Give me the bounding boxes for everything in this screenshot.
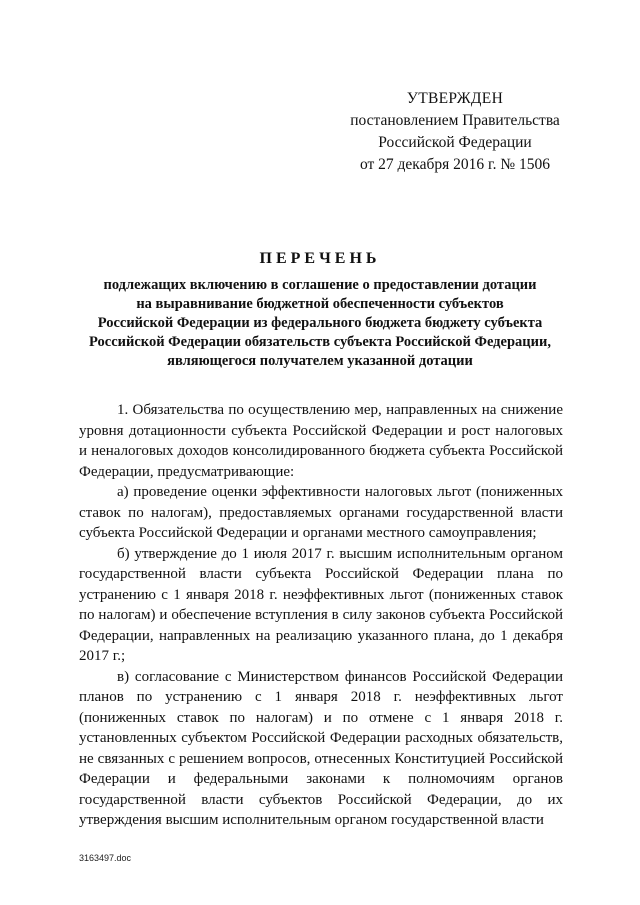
- subtitle-line: Российской Федерации обязательств субъекта Российской Федерации,: [89, 334, 551, 350]
- document-title: ПЕРЕЧЕНЬ: [259, 250, 381, 267]
- paragraph: 1. Обязательства по осуществлению мер, направленных на снижение уровня дотационности субъекта Российской Федерации и рост налоговых и неналоговых доходов консолидированного бюджета субъекта Российской Федерации, предусматривающие:: [79, 402, 563, 480]
- document-subtitle: [60, 276, 580, 371]
- approval-title: УТВЕРЖДЕН: [406, 90, 504, 107]
- approval-line: постановлением Правительства: [350, 112, 560, 129]
- subtitle-line: подлежащих включению в соглашение о предоставлении дотации: [103, 277, 537, 293]
- approval-block: [340, 88, 570, 176]
- subtitle-line: Российской Федерации из федерального бюджета бюджету субъекта: [97, 315, 543, 331]
- paragraph: а) проведение оценки эффективности налоговых льгот (пониженных ставок по налогам), предоставляемых органами государственной власти субъекта Российской Федерации и органами местного самоуправления;: [79, 484, 563, 541]
- file-name-footer: 3163497.doc: [79, 853, 132, 863]
- approval-line: Российской Федерации: [378, 134, 532, 151]
- subtitle-line: являющегося получателем указанной дотации: [167, 353, 473, 369]
- approval-date-number: от 27 декабря 2016 г. № 1506: [359, 156, 551, 173]
- subtitle-line: на выравнивание бюджетной обеспеченности субъектов: [136, 296, 504, 312]
- document-body: [79, 400, 563, 831]
- paragraph: в) согласование с Министерством финансов Российской Федерации планов по устранению с 1 января 2018 г. неэффективных льгот (пониженных ставок по налогам) и по отмене с 1 января 2018 г. установленных субъектом Российской Федерации расходных обязательств, не связанных с решением вопросов, отнесенных Конституцией Российской Федерации и федеральными законами к полномочиям органов государственной власти субъектов Российской Федерации, до их утверждения высшим исполнительным органом государственной власти: [79, 668, 563, 828]
- paragraph: б) утверждение до 1 июля 2017 г. высшим исполнительным органом государственной власти субъекта Российской Федерации плана по устранению с 1 января 2018 г. неэффективных льгот (пониженных ставок по налогам) и обеспечение вступления в силу законов субъекта Российской Федерации, направленных на реализацию указанного плана, до 1 декабря 2017 г.;: [79, 545, 563, 664]
